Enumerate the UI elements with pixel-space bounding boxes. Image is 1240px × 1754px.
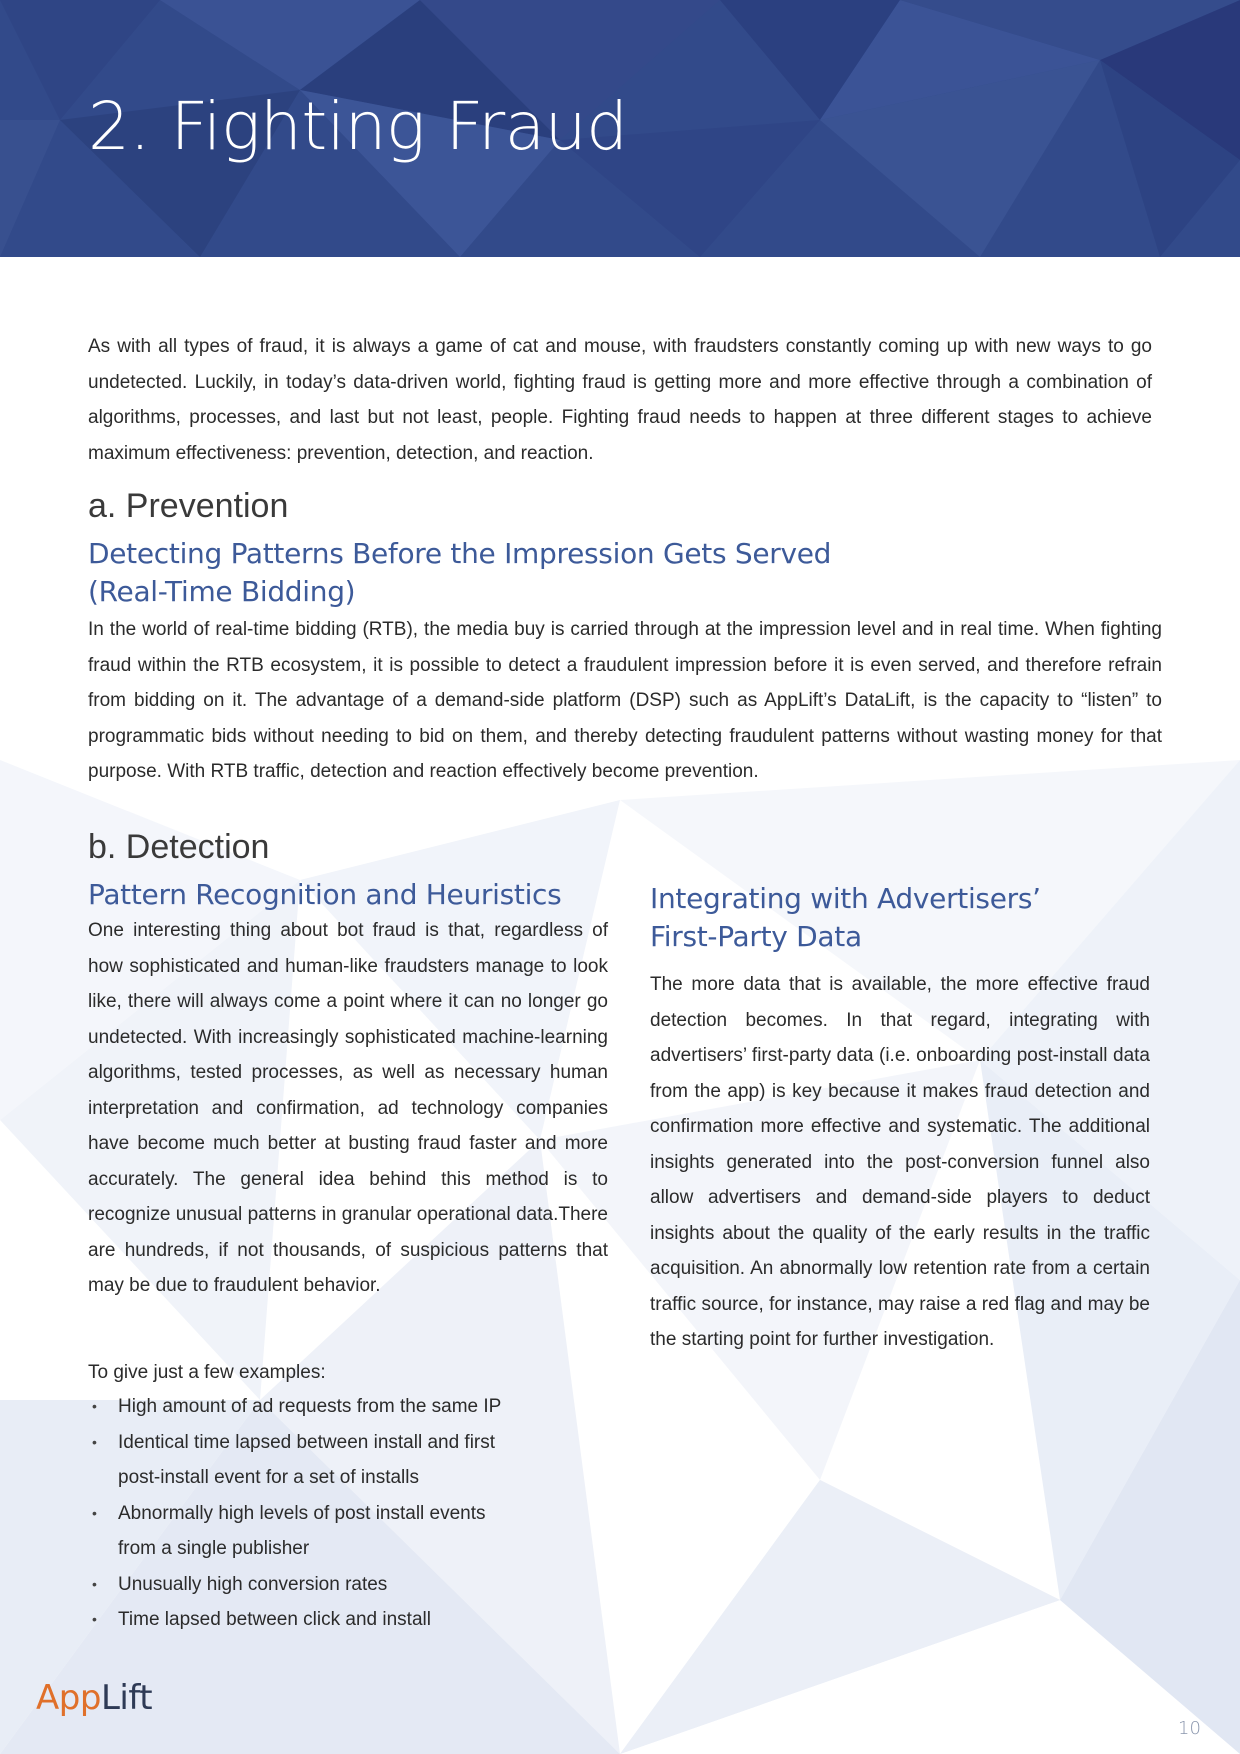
list-item-text: High amount of ad requests from the same IP <box>118 1396 502 1417</box>
first-party-data-body: The more data that is available, the more effective fraud detection becomes. In that regard, integrating with advertisers’ first-party data (i.e. onboarding post-install data from the app) is key because it makes fraud detection and confirmation more effective and systematic. The additional insights generated into the post-conversion funnel also allow advertisers and demand-side players to deduct insights about the quality of the early results in the traffic acquisition. An abnormally low retention rate from a certain traffic source, for instance, may raise a red flag and may be the starting point for further investigation. <box>650 974 1150 1350</box>
pattern-recognition-subheading: Pattern Recognition and Heuristics <box>88 878 562 911</box>
applift-logo <box>36 1678 153 1718</box>
prevention-subheading-line1: Detecting Patterns Before the Impression Gets Served <box>88 537 832 570</box>
logo-lift-text: Lift <box>100 1678 153 1718</box>
list-item-text-cont: post-install event for a set of installs <box>118 1467 419 1488</box>
list-item-text: Abnormally high levels of post install events <box>118 1502 486 1524</box>
list-item-text: Unusually high conversion rates <box>118 1573 388 1595</box>
prevention-subheading-line2: (Real-Time Bidding) <box>88 575 356 608</box>
prevention-subheading <box>88 535 988 611</box>
list-item-text-cont: from a single publisher <box>118 1538 310 1559</box>
detection-heading: b. Detection <box>88 828 270 866</box>
list-item-text: Time lapsed between click and install <box>118 1609 431 1630</box>
pattern-recognition-body: One interesting thing about bot fraud is that, regardless of how sophisticated and human-like fraudsters manage to look like, there will always come a point where it can no longer go undetected. With increasingly sophisticated machine-learning algorithms, tested processes, as well as necessary human interpretation and confirmation, ad technology companies have become much better at busting fraud faster and more accurately. The general idea behind this method is to recognize unusual patterns in granular operational data.There are hundreds, if not thousands, of suspicious patterns that may be due to fraudulent behavior. <box>88 920 608 1296</box>
examples-list <box>88 1389 608 1638</box>
page-title: 2. Fighting Fraud <box>88 88 628 165</box>
examples-intro: To give just a few examples: <box>88 1362 326 1383</box>
list-item <box>88 1567 608 1603</box>
prevention-body: In the world of real-time bidding (RTB), the media buy is carried through at the impression level and in real time. When fighting fraud within the RTB ecosystem, it is possible to detect a fraudulent impression before it is even served, and therefore refrain from bidding on it. The advantage of a demand-side platform (DSP) such as AppLift’s DataLift, is the capacity to “listen” to programmatic bids without needing to bid on them, and thereby detecting fraudulent patterns without wasting money for that purpose. With RTB traffic, detection and reaction effectively become prevention. <box>88 619 1162 782</box>
logo-app-text: App <box>36 1678 101 1718</box>
first-party-data-subheading <box>650 880 1150 956</box>
list-item <box>88 1496 608 1567</box>
first-party-subheading-line2: First-Party Data <box>650 920 862 953</box>
first-party-subheading-line1: Integrating with Advertisers’ <box>650 882 1041 915</box>
list-item <box>88 1425 608 1496</box>
prevention-heading: a. Prevention <box>88 487 289 525</box>
page-number: 10 <box>1178 1718 1201 1739</box>
list-item <box>88 1602 608 1638</box>
list-item <box>88 1389 608 1425</box>
list-item-text: Identical time lapsed between install and first <box>118 1431 496 1453</box>
intro-paragraph: As with all types of fraud, it is always a game of cat and mouse, with fraudsters constantly coming up with new ways to go undetected. Luckily, in today’s data-driven world, fighting fraud is getting more and more effective through a combination of algorithms, processes, and last but not least, people. Fighting fraud needs to happen at three different stages to achieve maximum effectiveness: prevention, detection, and reaction. <box>88 336 1152 464</box>
header-banner <box>0 0 1240 257</box>
